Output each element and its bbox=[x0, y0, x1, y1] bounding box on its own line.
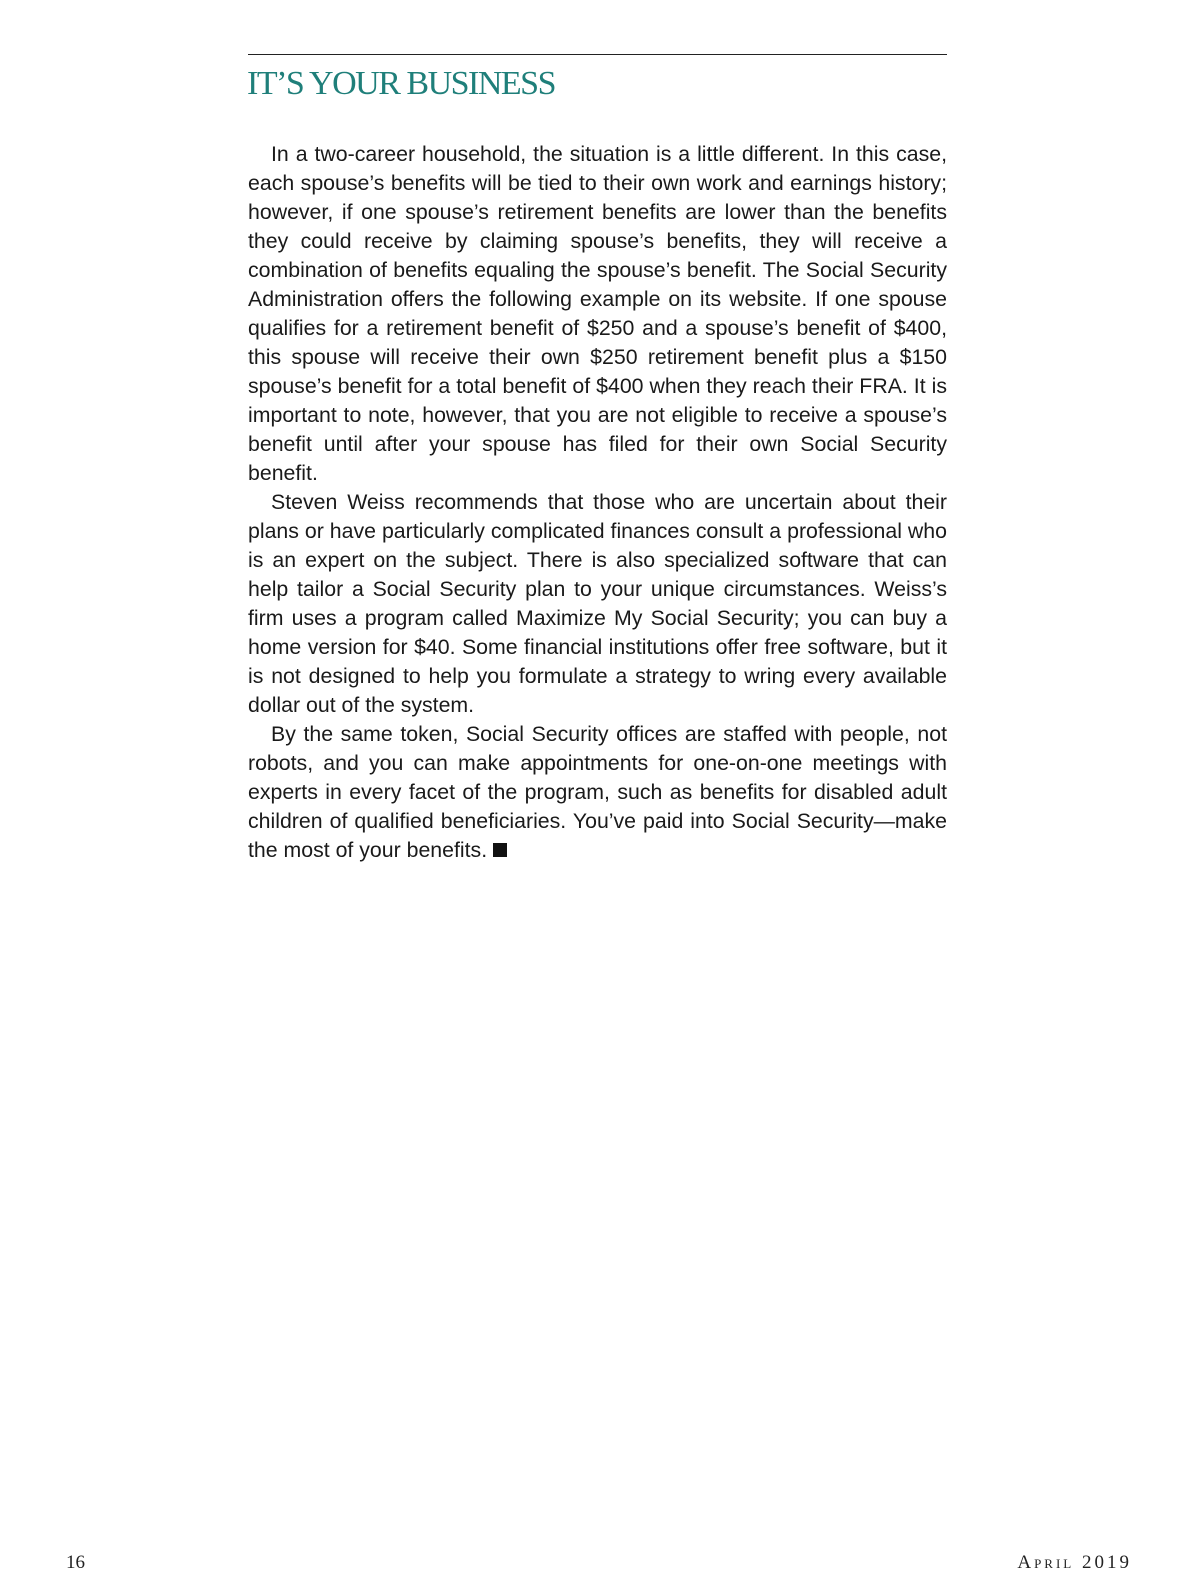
issue-date: April 2019 bbox=[1017, 1552, 1132, 1573]
article-paragraph-text: By the same token, Social Security offices are staffed with people, not robots, and you can make appointments for one-on-one meetings with experts in every facet of the program, such as benefits for disabled adult children of qualified beneficiaries. You’ve paid into Social Security—make the most of your benefits. bbox=[248, 722, 947, 862]
article-paragraph bbox=[248, 720, 947, 865]
article-paragraph: In a two-career household, the situation is a little different. In this case, each spouse’s benefits will be tied to their own work and earnings history; however, if one spouse’s retirement benefits are lower than the benefits they could receive by claiming spouse’s benefits, they will receive a combination of benefits equaling the spouse’s benefit. The Social Security Administration offers the following example on its website. If one spouse qualifies for a retirement benefit of $250 and a spouse’s benefit of $400, this spouse will receive their own $250 retirement benefit plus a $150 spouse’s benefit for a total benefit of $400 when they reach their FRA. It is important to note, however, that you are not eligible to receive a spouse’s benefit until after your spouse has filed for their own Social Security benefit. bbox=[248, 142, 947, 485]
article-paragraph: Steven Weiss recommends that those who are uncertain about their plans or have particularly complicated finances consult a professional who is an expert on the subject. There is also specialized software that can help tailor a Social Security plan to your unique circumstances. Weiss’s firm uses a program called Maximize My Social Security; you can buy a home version for $40. Some financial institutions offer free software, but it is not designed to help you formulate a strategy to wring every available dollar out of the system. bbox=[248, 490, 947, 717]
article-body bbox=[248, 140, 947, 865]
page-number: 16 bbox=[66, 1552, 85, 1573]
section-title: IT’S YOUR BUSINESS bbox=[247, 65, 556, 102]
end-mark-icon bbox=[493, 843, 507, 857]
header-rule bbox=[248, 54, 947, 55]
